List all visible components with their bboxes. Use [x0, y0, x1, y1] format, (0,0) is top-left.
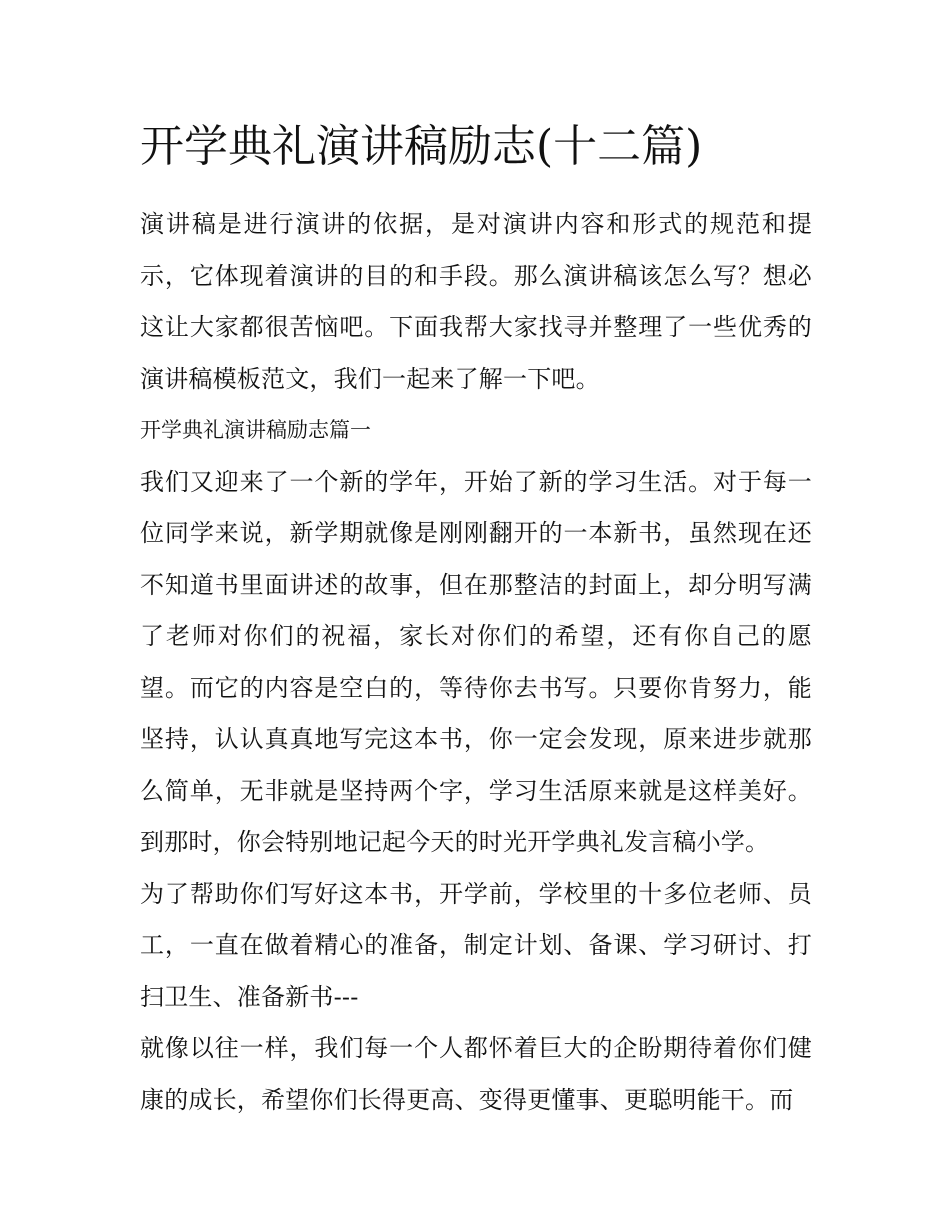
document-body: [140, 199, 812, 1126]
body-paragraph: 为了帮助你们写好这本书，开学前，学校里的十多位老师、员工，一直在做着精心的准备，制定计划、备课、学习研讨、打扫卫生、准备新书---: [140, 879, 812, 1011]
body-paragraph: 我们又迎来了一个新的学年，开始了新的学习生活。对于每一位同学来说，新学期就像是刚刚翻开的一本新书，虽然现在还不知道书里面讲述的故事，但在那整洁的封面上，却分明写满了老师对你们的祝福，家长对你们的希望，还有你自己的愿望。而它的内容是空白的，等待你去书写。只要你肯努力，能坚持，认认真真地写完这本书，你一定会发现，原来进步就那么简单，无非就是坚持两个字，学习生活原来就是这样美好。到那时，你会特别地记起今天的时光开学典礼发言稿小学。: [140, 467, 812, 856]
body-paragraph: 就像以往一样，我们每一个人都怀着巨大的企盼期待着你们健康的成长，希望你们长得更高、变得更懂事、更聪明能干。而: [140, 1034, 812, 1114]
intro-paragraph: 演讲稿是进行演讲的依据，是对演讲内容和形式的规范和提示，它体现着演讲的目的和手段。那么演讲稿该怎么写？想必这让大家都很苦恼吧。下面我帮大家找寻并整理了一些优秀的演讲稿模板范文，我们一起来了解一下吧。: [140, 210, 812, 393]
document-title: 开学典礼演讲稿励志(十二篇): [140, 121, 703, 172]
section-heading: 开学典礼演讲稿励志篇一: [140, 418, 371, 442]
